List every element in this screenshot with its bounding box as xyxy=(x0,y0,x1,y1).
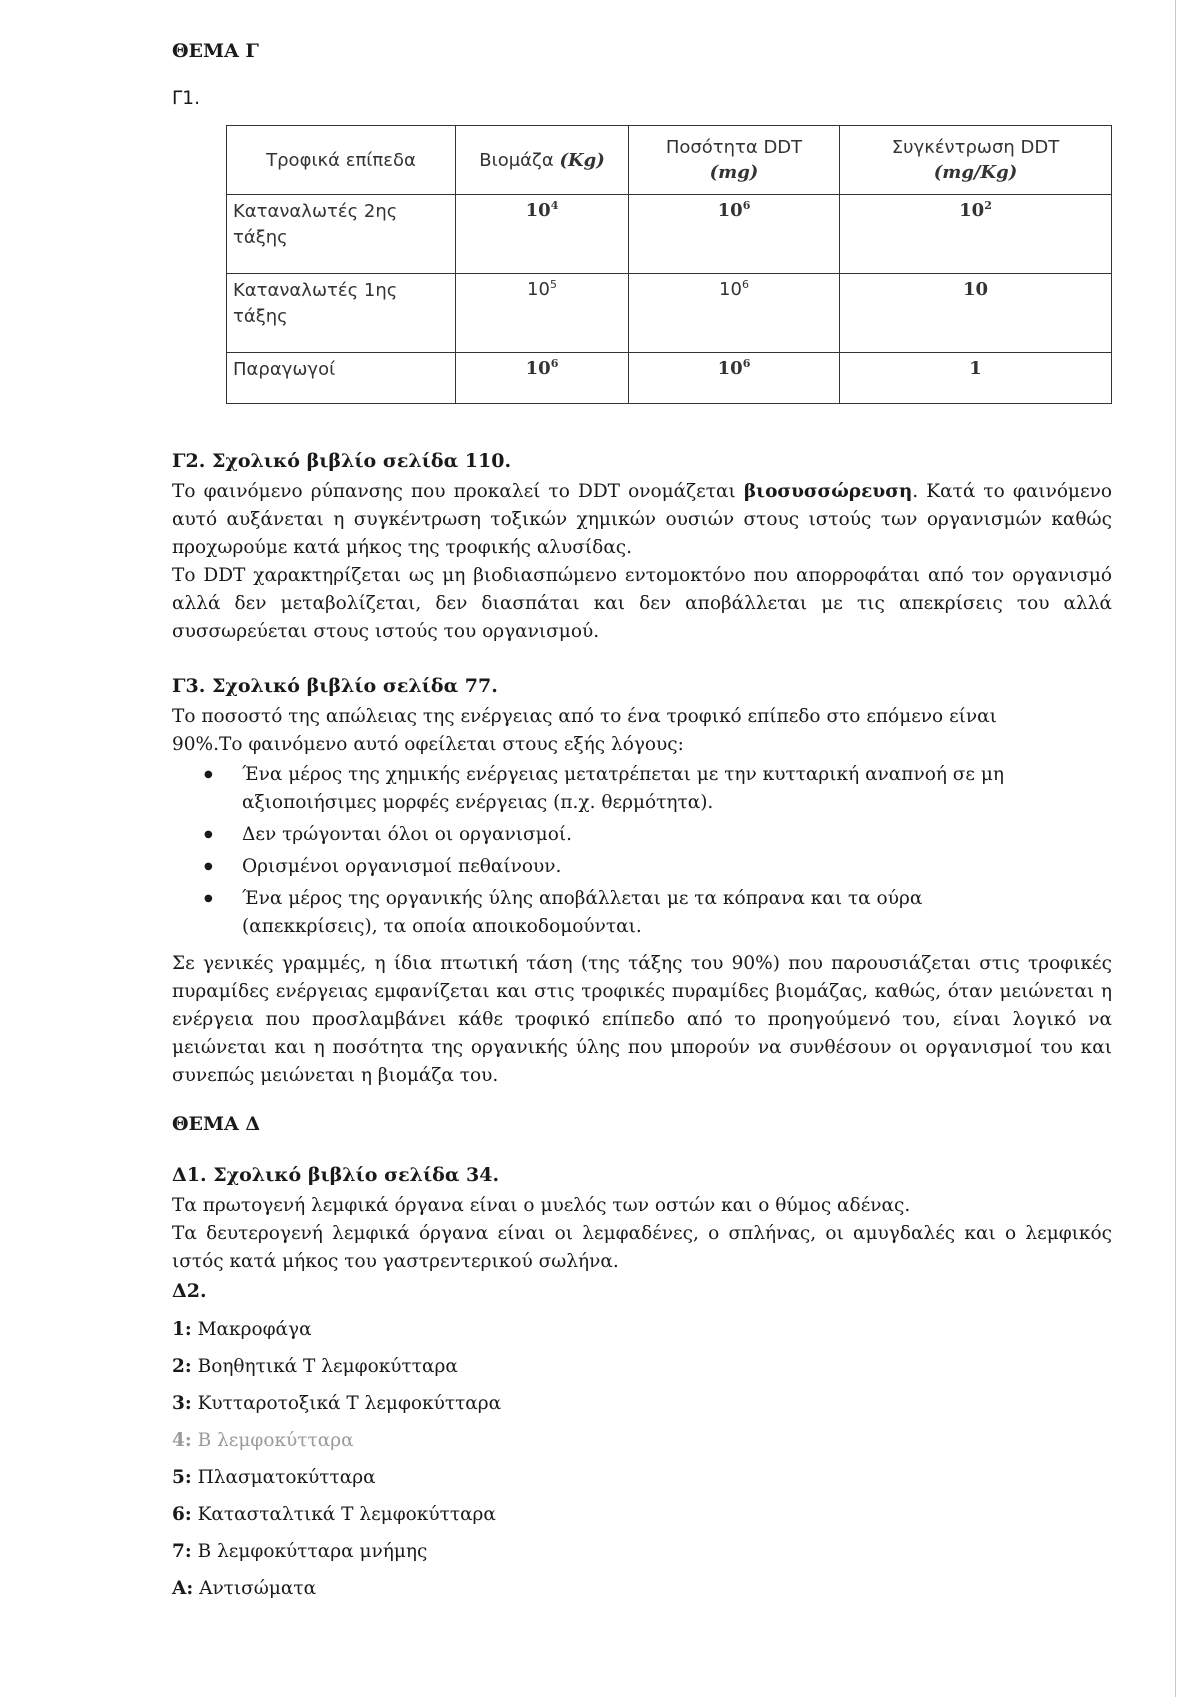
ddt-base: 10 xyxy=(717,200,743,221)
col-header-biomass-unit: (Kg) xyxy=(559,149,605,171)
table-header-row xyxy=(227,126,1112,195)
d1-line-2: Τα δευτερογενή λεμφικά όργανα είναι οι λεμφαδένες, ο σπλήνας, οι αμυγδαλές και ο λεμφικός ιστός κατά μήκος του γαστρεντερικού σωλήνα. xyxy=(172,1223,1112,1272)
g3-reasons-list xyxy=(200,761,1060,941)
conc-base: 10 xyxy=(962,279,989,300)
g3-summary: Σε γενικές γραμμές, η ίδια πτωτική τάση (της τάξης του 90%) που παρουσιάζεται στις τροφικές πυραμίδες ενέργειας εμφανίζεται και στις τροφικές πυραμίδες βιομάζας, καθώς, όταν μειώνεται η ενέργεια που προσλαμβάνει κάθε τροφικό επίπεδο από το προηγούμενό του, είναι λογικό να μειώνεται και η ποσότητα της οργανικής ύλης που μπορούν να συνθέσουν οι οργανισμοί του και συνεπώς μειώνεται η βιομάζα του. xyxy=(172,953,1112,1086)
biomass-exp: 6 xyxy=(550,357,559,370)
list-item xyxy=(172,1538,501,1575)
item-key: Α: xyxy=(172,1578,194,1599)
conc-base: 10 xyxy=(959,200,985,221)
item-key: 6: xyxy=(172,1504,192,1525)
d1-line-1: Τα πρωτογενή λεμφικά όργανα είναι ο μυελός των οστών και ο θύμος αδένας. xyxy=(172,1195,911,1216)
list-item: ● Ένα μέρος της χημικής ενέργειας μετατρέπεται με την κυτταρική αναπνοή σε μη αξιοποιήσιμες μορφές ενέργειας (π.χ. θερμότητα). xyxy=(200,761,1060,817)
d1-heading: Δ1. Σχολικό βιβλίο σελίδα 34. xyxy=(172,1164,500,1186)
item-text: Κατασταλτικά Τ λεμφοκύτταρα xyxy=(197,1504,496,1525)
cell-biomass xyxy=(456,353,629,404)
col-header-concentration-unit: (mg/Kg) xyxy=(933,162,1018,183)
conc-exp: 2 xyxy=(984,199,992,212)
list-item xyxy=(172,1501,501,1538)
col-header-levels xyxy=(227,126,456,195)
list-item: ● Ορισμένοι οργανισμοί πεθαίνουν. xyxy=(200,853,1060,881)
item-key: 7: xyxy=(172,1541,192,1562)
col-header-concentration xyxy=(840,126,1112,195)
list-item xyxy=(172,1575,501,1612)
table-row xyxy=(227,353,1112,404)
item-key: 2: xyxy=(172,1356,192,1377)
ddt-exp: 6 xyxy=(742,199,751,212)
g2-p1-end: . Κατά το φαινόμενο αυτό αυξάνεται η συγκέντρωση τοξικών χημικών ουσιών στους ιστούς των οργανισμών καθώς προχωρούμε κατά μήκος της τροφικής αλυσίδας. xyxy=(172,481,1112,558)
ddt-base: 10 xyxy=(719,279,742,300)
ddt-exp: 6 xyxy=(742,357,751,370)
col-header-ddt-label: Ποσότητα DDT xyxy=(665,137,803,158)
col-header-biomass-label: Βιομάζα xyxy=(479,149,554,171)
list-item: ● Ένα μέρος της οργανικής ύλης αποβάλλεται με τα κόπρανα και τα ούρα (απεκκρίσεις), τα οποία αποικοδομούνται. xyxy=(200,885,1060,941)
item-key: 1: xyxy=(172,1319,192,1340)
biomass-base: 10 xyxy=(527,279,550,300)
item-text: Β λεμφοκύτταρα xyxy=(197,1430,354,1451)
subsection-g1: Γ1. xyxy=(172,88,200,109)
col-header-biomass xyxy=(456,126,629,195)
g3-intro: Το ποσοστό της απώλειας της ενέργειας από το ένα τροφικό επίπεδο στο επόμενο είναι 90%.Το φαινόμενο αυτό οφείλεται στους εξής λόγους: xyxy=(172,706,997,755)
cell-biomass xyxy=(456,195,629,274)
section-heading-d: ΘΕΜΑ Δ xyxy=(172,1113,261,1135)
item-key: 5: xyxy=(172,1467,192,1488)
item-text: Βοηθητικά Τ λεμφοκύτταρα xyxy=(197,1356,458,1377)
col-header-ddt xyxy=(629,126,840,195)
item-text: Μακροφάγα xyxy=(197,1319,312,1340)
list-item: ● Δεν τρώγονται όλοι οι οργανισμοί. xyxy=(200,821,1060,849)
list-item xyxy=(172,1427,501,1464)
col-header-levels-label: Τροφικά επίπεδα xyxy=(266,149,416,171)
g2-paragraph-2: Το DDT χαρακτηρίζεται ως μη βιοδιασπώμενο εντομοκτόνο που απορροφάται από τον οργανισμό αλλά δεν μεταβολίζεται, δεν διασπάται και δεν αποβάλλεται με τις απεκρίσεις του αλλά συσσωρεύεται στους ιστούς του οργανισμού. xyxy=(172,565,1112,642)
scan-edge-line xyxy=(1175,0,1176,1697)
list-item xyxy=(172,1464,501,1501)
table-row xyxy=(227,274,1112,353)
col-header-concentration-label: Συγκέντρωση DDT xyxy=(891,137,1060,158)
cell-level: Καταναλωτές 2ης τάξης xyxy=(227,195,456,274)
item-text: Κυτταροτοξικά Τ λεμφοκύτταρα xyxy=(197,1393,502,1414)
cell-biomass xyxy=(456,274,629,353)
cell-ddt xyxy=(629,353,840,404)
cell-concentration xyxy=(840,274,1112,353)
g2-p1-start: Το φαινόμενο ρύπανσης που προκαλεί το DDT ονομάζεται xyxy=(172,481,744,502)
ddt-base: 10 xyxy=(717,358,743,379)
biomass-exp: 4 xyxy=(550,199,559,212)
ddt-table xyxy=(226,125,1112,404)
item-text: Αντισώματα xyxy=(199,1578,317,1599)
item-text: Β λεμφοκύτταρα μνήμης xyxy=(197,1541,428,1562)
section-heading-g: ΘΕΜΑ Γ xyxy=(172,40,259,62)
cell-level: Παραγωγοί xyxy=(227,353,456,404)
cell-level: Καταναλωτές 1ης τάξης xyxy=(227,274,456,353)
list-item xyxy=(172,1353,501,1390)
g2-paragraph-1 xyxy=(172,478,1112,562)
ddt-exp: 6 xyxy=(741,278,749,291)
list-item xyxy=(172,1390,501,1427)
list-item xyxy=(172,1316,501,1353)
g2-heading: Γ2. Σχολικό βιβλίο σελίδα 110. xyxy=(172,450,512,472)
g2-term-bioaccumulation: βιοσυσσώρευση xyxy=(743,481,913,502)
biomass-base: 10 xyxy=(525,200,551,221)
col-header-ddt-unit: (mg) xyxy=(709,162,759,183)
d2-answer-list xyxy=(172,1316,501,1612)
table-row xyxy=(227,195,1112,274)
item-text: Πλασματοκύτταρα xyxy=(197,1467,376,1488)
cell-ddt xyxy=(629,274,840,353)
cell-ddt xyxy=(629,195,840,274)
conc-base: 1 xyxy=(969,358,982,379)
g3-heading: Γ3. Σχολικό βιβλίο σελίδα 77. xyxy=(172,675,498,697)
biomass-exp: 5 xyxy=(549,278,557,291)
item-key: 3: xyxy=(172,1393,192,1414)
d2-heading: Δ2. xyxy=(172,1280,207,1302)
biomass-base: 10 xyxy=(525,358,551,379)
cell-concentration xyxy=(840,195,1112,274)
cell-concentration xyxy=(840,353,1112,404)
item-key: 4: xyxy=(172,1430,192,1451)
